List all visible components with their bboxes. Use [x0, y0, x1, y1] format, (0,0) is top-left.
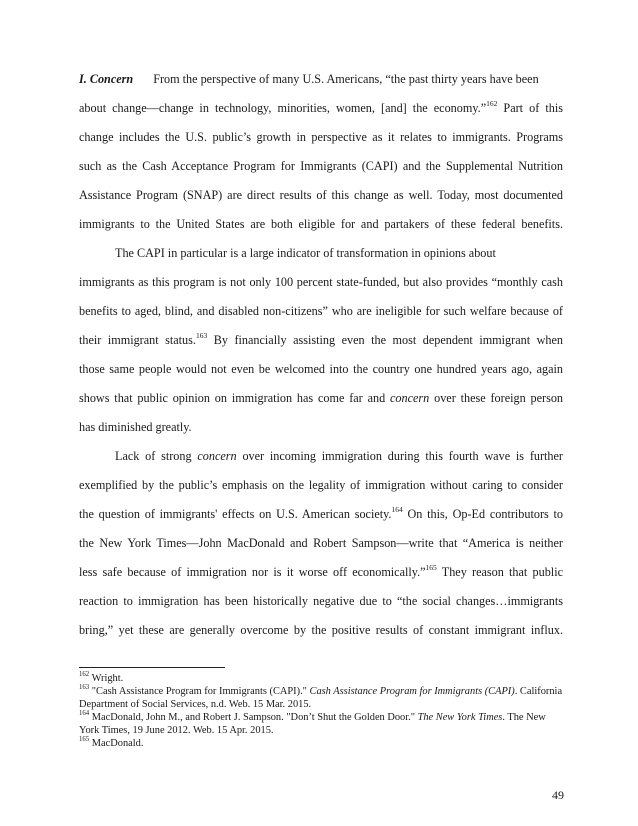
- p1-line-5: Assistance Program (SNAP) are direct results of this change as well. Today, most documented: [79, 188, 563, 202]
- p1-line-6: immigrants to the United States are both eligible for and partakers of these federal benefits.: [79, 217, 563, 231]
- footnote-163: $^{163}$ "Cash Assistance Program for Immigrants (CAPI)." Cash Assistance Program for Immigrants (CAPI). California: [79, 683, 563, 697]
- p3-line-7: bring,” yet these are generally overcome by the positive results of constant immigrant influx.: [79, 623, 563, 637]
- p2-line-7: has diminished greatly.: [79, 420, 192, 434]
- footnote-ref-163[interactable]: 163: [195, 330, 208, 340]
- emphasis-concern: concern: [390, 391, 430, 405]
- p3-line-2: exemplified by the public’s emphasis on the legality of immigration without caring to consider: [79, 478, 563, 492]
- footnote-165: $^{165}$ MacDonald.: [79, 735, 144, 749]
- p3-line-1: Lack of strong concern over incoming immigration during this fourth wave is further: [115, 449, 563, 463]
- p2-line-2: immigrants as this program is not only 100 percent state-funded, but also provides “monthly cash: [79, 275, 563, 289]
- p2-line-1: The CAPI in particular is a large indicator of transformation in opinions about: [115, 246, 496, 260]
- footnote-ref-162[interactable]: 162: [486, 98, 498, 108]
- footnote-ref-164[interactable]: 164: [391, 504, 403, 514]
- p2-line-4: their immigrant status.$^{163}$ By financially assisting even the most dependent immigrant when: [79, 330, 564, 347]
- footnote-164: $^{164}$ MacDonald, John M., and Robert J. Sampson. "Don’t Shut the Golden Door." The New York Times. The New: [79, 709, 546, 723]
- p3-line-5: less safe because of immigration nor is it worse off economically.”$^{165}$ They reason that public: [79, 562, 563, 579]
- footnote-163-cont: Department of Social Services, n.d. Web. 15 Mar. 2015.: [79, 699, 312, 710]
- emphasis-concern: concern: [197, 449, 237, 463]
- footnote-164-cont: York Times, 19 June 2012. Web. 15 Apr. 2015.: [79, 725, 274, 736]
- p1-line-2: about change—change in technology, minorities, women, [and] the economy.”$^{162}$ Part of this: [79, 98, 563, 115]
- p3-line-6: reaction to immigration has been historically negative due to “the social changes…immigrants: [79, 594, 563, 608]
- p1-line-3: change includes the U.S. public’s growth in perspective as it relates to immigrants. Programs: [79, 130, 563, 144]
- footnote-separator: [79, 667, 225, 668]
- p2-line-6: shows that public opinion on immigration has come far and concern over these foreign person: [79, 391, 564, 405]
- p3-line-4: the New York Times—John MacDonald and Robert Sampson—write that “America is neither: [79, 536, 563, 550]
- footnote-ref-165[interactable]: 165: [425, 562, 437, 572]
- p1-line-1: [79, 72, 563, 86]
- section-heading: I. Concern: [79, 72, 134, 86]
- page-number: 49: [552, 788, 564, 802]
- p2-line-5: those same people would not even be welcomed into the country one hundred years ago, again: [79, 362, 563, 376]
- p1-text: From the perspective of many U.S. Americans, “the past thirty years have been: [153, 72, 539, 86]
- p2-line-3: benefits to aged, blind, and disabled non-citizens” who are ineligible for such welfare because of: [79, 304, 563, 318]
- p1-line-4: such as the Cash Acceptance Program for Immigrants (CAPI) and the Supplemental Nutrition: [79, 159, 563, 173]
- p3-line-3: the question of immigrants' effects on U.S. American society.$^{164}$ On this, Op-Ed contributors to: [79, 504, 563, 521]
- footnote-162: $^{162}$ Wright.: [79, 670, 124, 684]
